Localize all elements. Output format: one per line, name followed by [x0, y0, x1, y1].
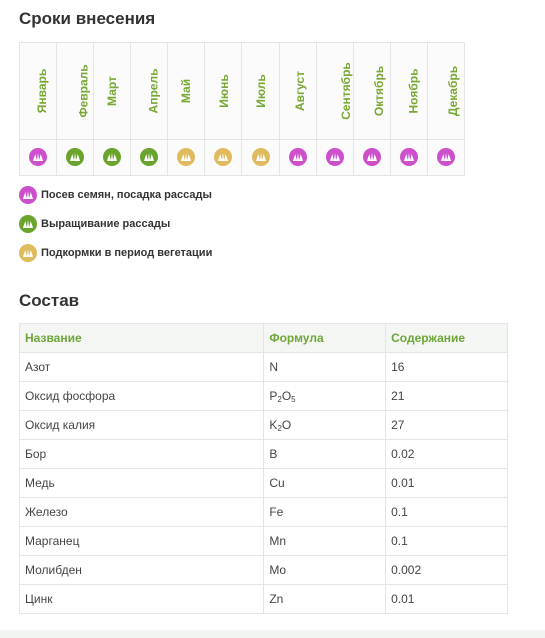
plant-icon — [217, 152, 229, 162]
sow-marker-icon — [326, 148, 344, 166]
feed-marker-icon — [252, 148, 270, 166]
element-name: Бор — [20, 440, 264, 469]
element-content: 0.002 — [386, 556, 508, 585]
legend-label: Выращивание рассады — [41, 218, 171, 230]
table-row — [20, 585, 508, 614]
element-name: Молибден — [20, 556, 264, 585]
plant-icon — [22, 190, 34, 200]
plant-icon — [22, 248, 34, 258]
month-marker-cell — [57, 140, 94, 176]
month-cell — [353, 43, 390, 140]
grow-marker-icon — [140, 148, 158, 166]
element-content: 16 — [386, 353, 508, 382]
month-cell — [57, 43, 94, 140]
page-footer-strip — [0, 630, 545, 638]
element-name: Цинк — [20, 585, 264, 614]
table-row — [20, 469, 508, 498]
month-cell — [427, 43, 464, 140]
plant-icon — [69, 152, 81, 162]
element-content: 27 — [386, 411, 508, 440]
element-name: Оксид калия — [20, 411, 264, 440]
schedule-legend — [19, 186, 212, 273]
feed-legend-icon — [19, 244, 37, 262]
legend-label: Подкормки в период вегетации — [41, 247, 213, 259]
legend-item — [19, 244, 212, 262]
month-cell — [390, 43, 427, 140]
element-content: 0.01 — [386, 469, 508, 498]
legend-item — [19, 186, 212, 204]
plant-icon — [22, 219, 34, 229]
grow-legend-icon — [19, 215, 37, 233]
column-header-content: Содержание — [386, 324, 508, 353]
legend-label: Посев семян, посадка рассады — [41, 189, 212, 201]
month-label: Февраль — [76, 64, 91, 118]
month-cell — [242, 43, 279, 140]
plant-icon — [32, 152, 44, 162]
table-row — [20, 527, 508, 556]
feed-marker-icon — [177, 148, 195, 166]
element-name: Железо — [20, 498, 264, 527]
table-row — [20, 382, 508, 411]
month-marker-cell — [131, 140, 168, 176]
column-header-formula: Формула — [264, 324, 386, 353]
element-name: Медь — [20, 469, 264, 498]
element-formula: Mn — [264, 527, 386, 556]
feed-marker-icon — [214, 148, 232, 166]
grow-marker-icon — [66, 148, 84, 166]
sow-marker-icon — [363, 148, 381, 166]
table-row — [20, 498, 508, 527]
element-formula: N — [264, 353, 386, 382]
element-formula: Cu — [264, 469, 386, 498]
month-marker-cell — [279, 140, 316, 176]
sow-marker-icon — [29, 148, 47, 166]
month-marker-cell — [20, 140, 57, 176]
month-label: Ноябрь — [406, 68, 421, 114]
month-marker-cell — [205, 140, 242, 176]
month-cell — [279, 43, 316, 140]
plant-icon — [403, 152, 415, 162]
month-label: Июнь — [216, 74, 231, 108]
grow-marker-icon — [103, 148, 121, 166]
month-label: Июль — [253, 74, 268, 108]
plant-icon — [366, 152, 378, 162]
month-cell — [168, 43, 205, 140]
month-label: Январь — [35, 68, 50, 114]
month-label: Апрель — [146, 68, 161, 114]
column-header-name: Название — [20, 324, 264, 353]
element-formula: B — [264, 440, 386, 469]
month-marker-cell — [168, 140, 205, 176]
plant-icon — [255, 152, 267, 162]
element-content: 0.1 — [386, 527, 508, 556]
table-row — [20, 556, 508, 585]
element-name: Азот — [20, 353, 264, 382]
table-row — [20, 411, 508, 440]
plant-icon — [106, 152, 118, 162]
month-label: Май — [179, 78, 194, 104]
month-label: Декабрь — [445, 65, 460, 117]
plant-icon — [180, 152, 192, 162]
month-label: Август — [292, 71, 307, 111]
month-marker-cell — [94, 140, 131, 176]
plant-icon — [292, 152, 304, 162]
table-header-row — [20, 324, 508, 353]
element-content: 0.02 — [386, 440, 508, 469]
months-calendar — [19, 42, 465, 176]
sow-marker-icon — [289, 148, 307, 166]
plant-icon — [329, 152, 341, 162]
element-formula: Fe — [264, 498, 386, 527]
month-marker-cell — [353, 140, 390, 176]
sow-legend-icon — [19, 186, 37, 204]
month-cell — [316, 43, 353, 140]
month-marker-cell — [427, 140, 464, 176]
element-name: Оксид фосфора — [20, 382, 264, 411]
element-content: 0.01 — [386, 585, 508, 614]
month-marker-cell — [390, 140, 427, 176]
legend-item — [19, 215, 212, 233]
sow-marker-icon — [437, 148, 455, 166]
schedule-title: Сроки внесения — [19, 9, 156, 28]
element-name: Марганец — [20, 527, 264, 556]
month-marker-cell — [242, 140, 279, 176]
month-cell — [205, 43, 242, 140]
plant-icon — [440, 152, 452, 162]
element-content: 0.1 — [386, 498, 508, 527]
table-row — [20, 440, 508, 469]
plant-icon — [143, 152, 155, 162]
element-formula: $K_2O$ — [264, 411, 386, 440]
month-marker-cell — [316, 140, 353, 176]
month-cell — [20, 43, 57, 140]
composition-title: Состав — [19, 291, 80, 310]
element-formula: Mo — [264, 556, 386, 585]
table-row — [20, 353, 508, 382]
composition-table — [19, 323, 508, 614]
month-label: Март — [105, 76, 120, 106]
element-formula: Zn — [264, 585, 386, 614]
month-cell — [131, 43, 168, 140]
sow-marker-icon — [400, 148, 418, 166]
month-label: Сентябрь — [338, 62, 353, 120]
month-label: Октябрь — [371, 65, 386, 117]
element-formula: $P_2O_5$ — [264, 382, 386, 411]
element-content: 21 — [386, 382, 508, 411]
month-cell — [94, 43, 131, 140]
